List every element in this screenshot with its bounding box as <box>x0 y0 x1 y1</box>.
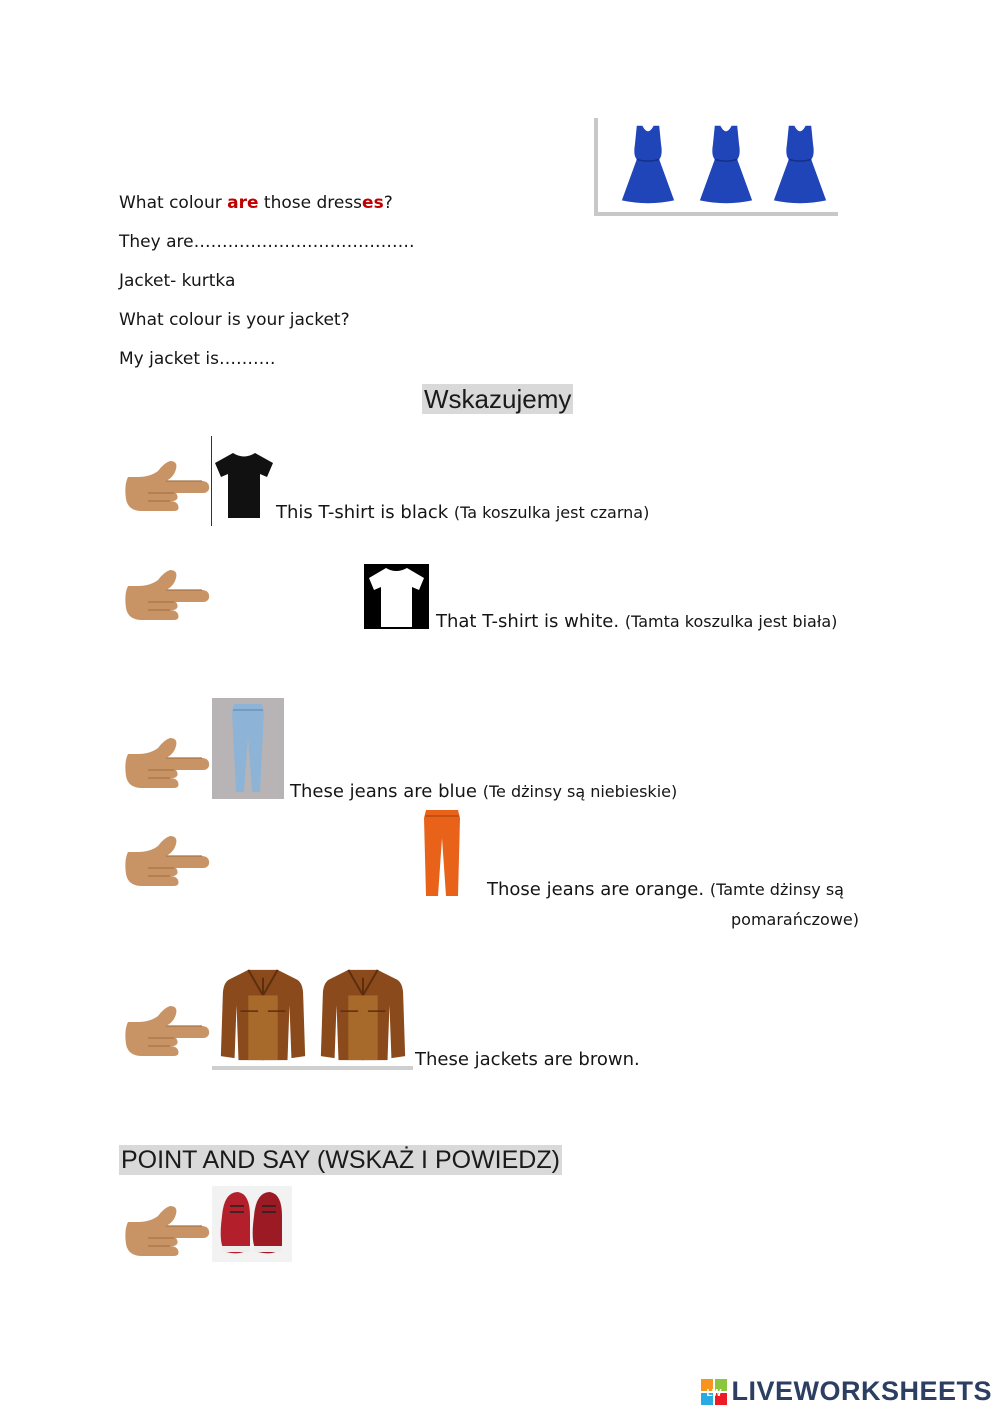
sentence-pl: (Tamte dżinsy są <box>709 880 844 899</box>
pointing-hand-icon <box>118 732 210 792</box>
sentence-orange-jeans-cont: pomarańczowe) <box>731 910 860 929</box>
answer-my-jacket: My jacket is………. <box>119 349 276 369</box>
white-tshirt-image <box>364 564 429 629</box>
logo-text: LIVEWORKSHEETS <box>731 1376 992 1406</box>
sentence-pl: (Ta koszulka jest czarna) <box>453 503 650 522</box>
divider <box>211 436 212 526</box>
heading-wskazujemy: Wskazujemy <box>424 384 572 414</box>
answer-they-are: They are………………………………… <box>119 232 415 252</box>
question-dresses <box>119 193 393 213</box>
sentence-blue-jeans <box>290 781 677 802</box>
jacket-definition: Jacket- kurtka <box>119 271 236 291</box>
orange-jeans-image <box>420 808 464 898</box>
q1-es: es <box>362 193 384 213</box>
sentence-pl: (Te dżinsy są niebieskie) <box>482 782 678 801</box>
red-shoes-image <box>212 1186 292 1262</box>
sentence-black-tshirt <box>276 502 649 523</box>
jacket-2 <box>318 966 408 1064</box>
sentence-en: These jeans are blue <box>290 781 483 802</box>
black-tshirt-image <box>213 450 275 520</box>
sentence-pl: (Tamta koszulka jest biała) <box>624 612 838 631</box>
question-jacket: What colour is your jacket? <box>119 310 350 330</box>
sentence-orange-jeans <box>487 879 844 900</box>
sentence-white-tshirt <box>436 611 837 632</box>
brown-jackets-image <box>212 966 413 1070</box>
sentence-en: Those jeans are orange. <box>487 879 710 900</box>
dress-3 <box>772 122 828 206</box>
dress-2 <box>698 122 754 206</box>
dresses-image <box>594 118 838 216</box>
pointing-hand-icon <box>118 830 210 890</box>
pointing-hand-icon <box>118 1200 210 1260</box>
liveworksheets-logo-icon <box>701 1379 727 1405</box>
q1-are: are <box>227 193 259 213</box>
blue-jeans-image <box>212 698 284 799</box>
q1-mid: those dress <box>258 193 363 213</box>
q1-post: ? <box>383 193 393 213</box>
sentence-brown-jackets: These jackets are brown. <box>415 1049 640 1070</box>
heading-point-and-say: POINT AND SAY (WSKAŻ I POWIEDZ) <box>121 1146 560 1174</box>
jacket-1 <box>218 966 308 1064</box>
pointing-hand-icon <box>118 455 210 515</box>
liveworksheets-logo <box>701 1376 992 1407</box>
pointing-hand-icon <box>118 564 210 624</box>
sentence-en: This T-shirt is black <box>276 502 454 523</box>
logo-badge: LW <box>706 1387 722 1399</box>
dress-1 <box>620 122 676 206</box>
pointing-hand-icon <box>118 1000 210 1060</box>
sentence-en: That T-shirt is white. <box>436 611 625 632</box>
q1-pre: What colour <box>119 193 228 213</box>
